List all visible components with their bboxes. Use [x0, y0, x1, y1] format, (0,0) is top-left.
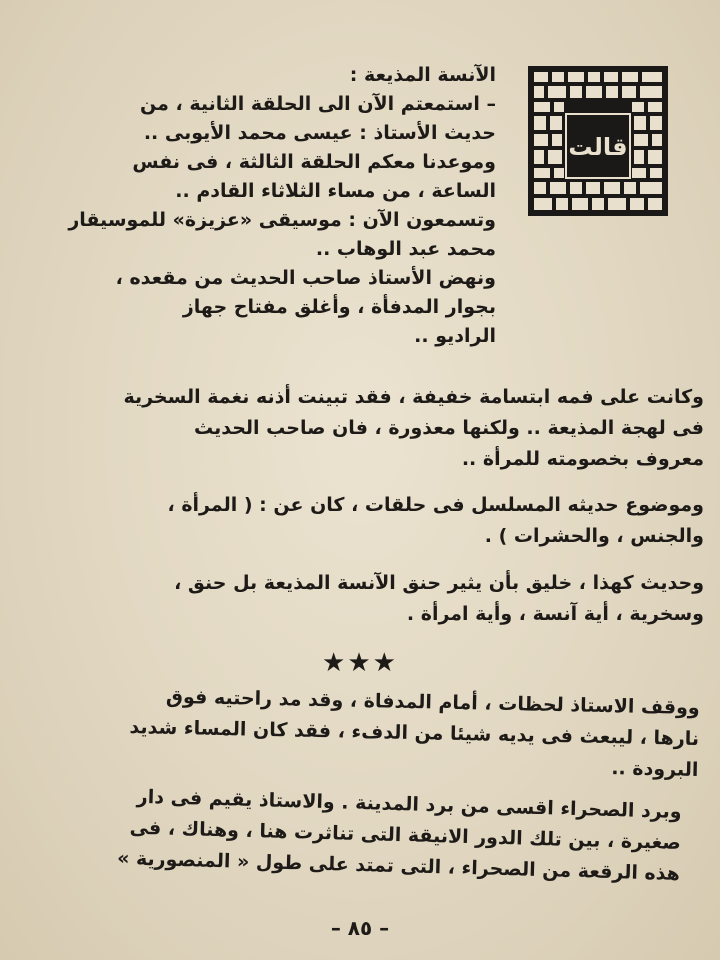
text-line: وبرد الصحراء اقسى من برد المدينة . والاستاذ يقيم فى دار: [136, 785, 682, 823]
paragraph-topic: [40, 490, 704, 552]
text-line: وكانت على فمه ابتسامة خفيفة ، فقد تبينت أذنه نغمة السخرية: [123, 386, 704, 408]
text-line: والجنس ، والحشرات ) .: [484, 525, 704, 547]
text-line: – استمعتم الآن الى الحلقة الثانية ، من: [140, 93, 496, 115]
logo-text: قالت: [568, 133, 628, 161]
text-line: وموضوع حديثه المسلسل فى حلقات ، كان عن : ( المرأة ،: [167, 494, 704, 516]
paragraph-mockery: [40, 568, 704, 630]
text-line: بجوار المدفأة ، وأغلق مفتاح جهاز: [182, 296, 496, 318]
text-line: الساعة ، من مساء الثلاثاء القادم ..: [175, 180, 496, 202]
section-logo: [528, 66, 668, 216]
paragraph-fireplace: [24, 679, 700, 786]
text-line: فى لهجة المذيعة .. ولكنها معذورة ، فان صاحب الحديث: [194, 417, 704, 439]
paragraph-desert: [14, 778, 682, 890]
paragraph-announcer: [22, 61, 496, 351]
text-line: محمد عبد الوهاب ..: [315, 238, 496, 260]
text-line: وحديث كهذا ، خليق بأن يثير حنق الآنسة المذيعة بل حنق ،: [174, 572, 704, 594]
tiled-frame-icon: [528, 66, 668, 216]
text-line: صغيرة ، بين تلك الدور الانيقة التى تناثرت هنا ، وهناك ، فى: [129, 816, 682, 854]
text-line: ووقف الاستاذ لحظات ، أمام المدفاة ، وقد مد راحتيه فوق: [165, 685, 700, 719]
text-line: حديث الأستاذ : عيسى محمد الأيوبى ..: [143, 122, 496, 144]
text-line: وتسمعون الآن : موسيقى «عزيزة» للموسيقار: [68, 209, 496, 231]
text-line: وموعدنا معكم الحلقة الثالثة ، فى نفس: [132, 151, 496, 173]
text-line: الراديو ..: [414, 325, 496, 347]
page-number: – ٨٥ –: [330, 916, 390, 940]
paragraph-smile: [40, 382, 704, 475]
text-line: معروف بخصومته للمرأة ..: [461, 448, 704, 470]
text-line: البرودة ..: [611, 757, 699, 781]
text-line: وسخرية ، أية آنسة ، وأية امرأة .: [406, 603, 704, 625]
text-line: هذه الرقعة من الصحراء ، التى تمتد على طول « المنصورية »: [116, 847, 681, 885]
section-separator: ★★★: [322, 648, 398, 678]
text-line: نارها ، ليبعث فى يديه شيئا من الدفء ، فقد كان المساء شديد: [129, 716, 700, 750]
text-line: ونهض الأستاذ صاحب الحديث من مقعده ،: [115, 267, 496, 289]
text-line: الآنسة المذيعة :: [349, 64, 496, 86]
